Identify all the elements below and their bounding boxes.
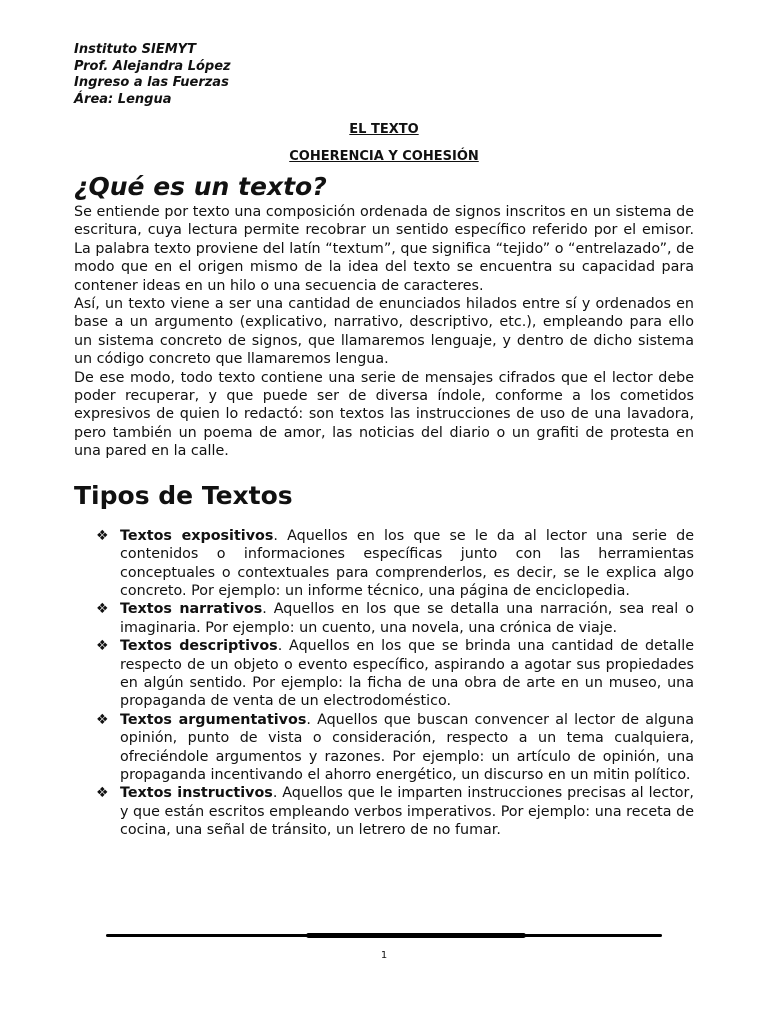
section-heading-tipos-de-textos: Tipos de Textos: [74, 480, 293, 510]
paragraph: Se entiende por texto una composición ordenada de signos inscritos en un sistema de escritura, cuya lectura permite recobrar un sentido específico referido por el emisor. La palabra texto proviene del latín “textum”, que significa “tejido” o “entrelazado”, de modo que en el origen mismo de la idea del texto se encuentra su capacidad para contener ideas en un hilo o una secuencia de caracteres.: [74, 204, 694, 294]
list-item-term: Textos argumentativos: [120, 711, 307, 728]
page-number: 1: [380, 950, 388, 961]
header-course: Ingreso a las Fuerzas: [74, 75, 229, 90]
list-item-term: Textos descriptivos: [120, 638, 278, 655]
list-item: [96, 711, 694, 785]
list-item-text: . Aquellos que le imparten instrucciones precisas al lector, y que están escritos empleando verbos imperativos. Por ejemplo: una receta de cocina, una señal de tránsito, un letrero de no fumar.: [120, 785, 694, 839]
diamond-bullet-icon: ❖: [96, 711, 109, 728]
document-header: [74, 42, 694, 108]
list-item-text: . Aquellos que buscan convencer al lector de alguna opinión, punto de vista o consideración, respecto a un tema cualquiera, ofreciéndole argumentos y razones. Por ejemplo: un artículo de opinión, una propaganda incentivando el ahorro energético, un discurso en un mitin político.: [120, 711, 694, 783]
list-item-term: Textos expositivos: [120, 527, 274, 544]
list-item: [96, 784, 694, 839]
footer-divider: [106, 934, 662, 937]
header-institute: Instituto SIEMYT: [74, 42, 196, 57]
diamond-bullet-icon: ❖: [96, 785, 109, 802]
list-item-term: Textos instructivos: [120, 785, 273, 802]
section-heading-que-es-un-texto: ¿Qué es un texto?: [74, 172, 327, 201]
paragraph: De ese modo, todo texto contiene una serie de mensajes cifrados que el lector debe poder recuperar, y que puede ser de diversa índole, conforme a los cometidos expresivos de quien lo redactó: son textos las instrucciones de uso de una lavadora, pero también un poema de amor, las noticias del diario o un grafiti de protesta en una pared en la calle.: [74, 369, 694, 460]
paragraph: Así, un texto viene a ser una cantidad de enunciados hilados entre sí y ordenados en base a un argumento (explicativo, narrativo, descriptivo, etc.), empleando para ello un sistema concreto de signos, que llamaremos lenguaje, y dentro de dicho sistema un código concreto que llamaremos lengua.: [74, 296, 694, 368]
document-subtitle: COHERENCIA Y COHESIÓN: [289, 149, 479, 164]
text-types-list: [74, 527, 694, 840]
header-area: Área: Lengua: [74, 91, 172, 107]
list-item-text: . Aquellos en los que se brinda una cantidad de detalle respecto de un objeto o evento específico, aspirando a agotar sus propiedades en algún sentido. Por ejemplo: la ficha de una obra de arte en un museo, una propaganda de venta de un electrodoméstico.: [120, 638, 694, 710]
diamond-bullet-icon: ❖: [96, 527, 109, 544]
list-item: [96, 600, 694, 637]
header-professor: Prof. Alejandra López: [74, 58, 231, 74]
list-item: [96, 637, 694, 711]
list-item-term: Textos narrativos: [120, 601, 263, 618]
diamond-bullet-icon: ❖: [96, 638, 109, 655]
list-item-text: . Aquellos en los que se le da al lector una serie de contenidos o informaciones específicas junto con las herramientas conceptuales o contextuales para comprenderlos, es decir, se le explica algo concreto. Por ejemplo: un informe técnico, una página de enciclopedia.: [120, 527, 695, 599]
document-page: [74, 42, 694, 840]
diamond-bullet-icon: ❖: [96, 601, 109, 618]
list-item: [96, 527, 695, 601]
list-item-text: . Aquellos en los que se detalla una narración, sea real o imaginaria. Por ejemplo: un cuento, una novela, una crónica de viaje.: [120, 601, 694, 636]
document-title: EL TEXTO: [349, 122, 419, 137]
section-body-que-es-un-texto: [74, 203, 694, 461]
